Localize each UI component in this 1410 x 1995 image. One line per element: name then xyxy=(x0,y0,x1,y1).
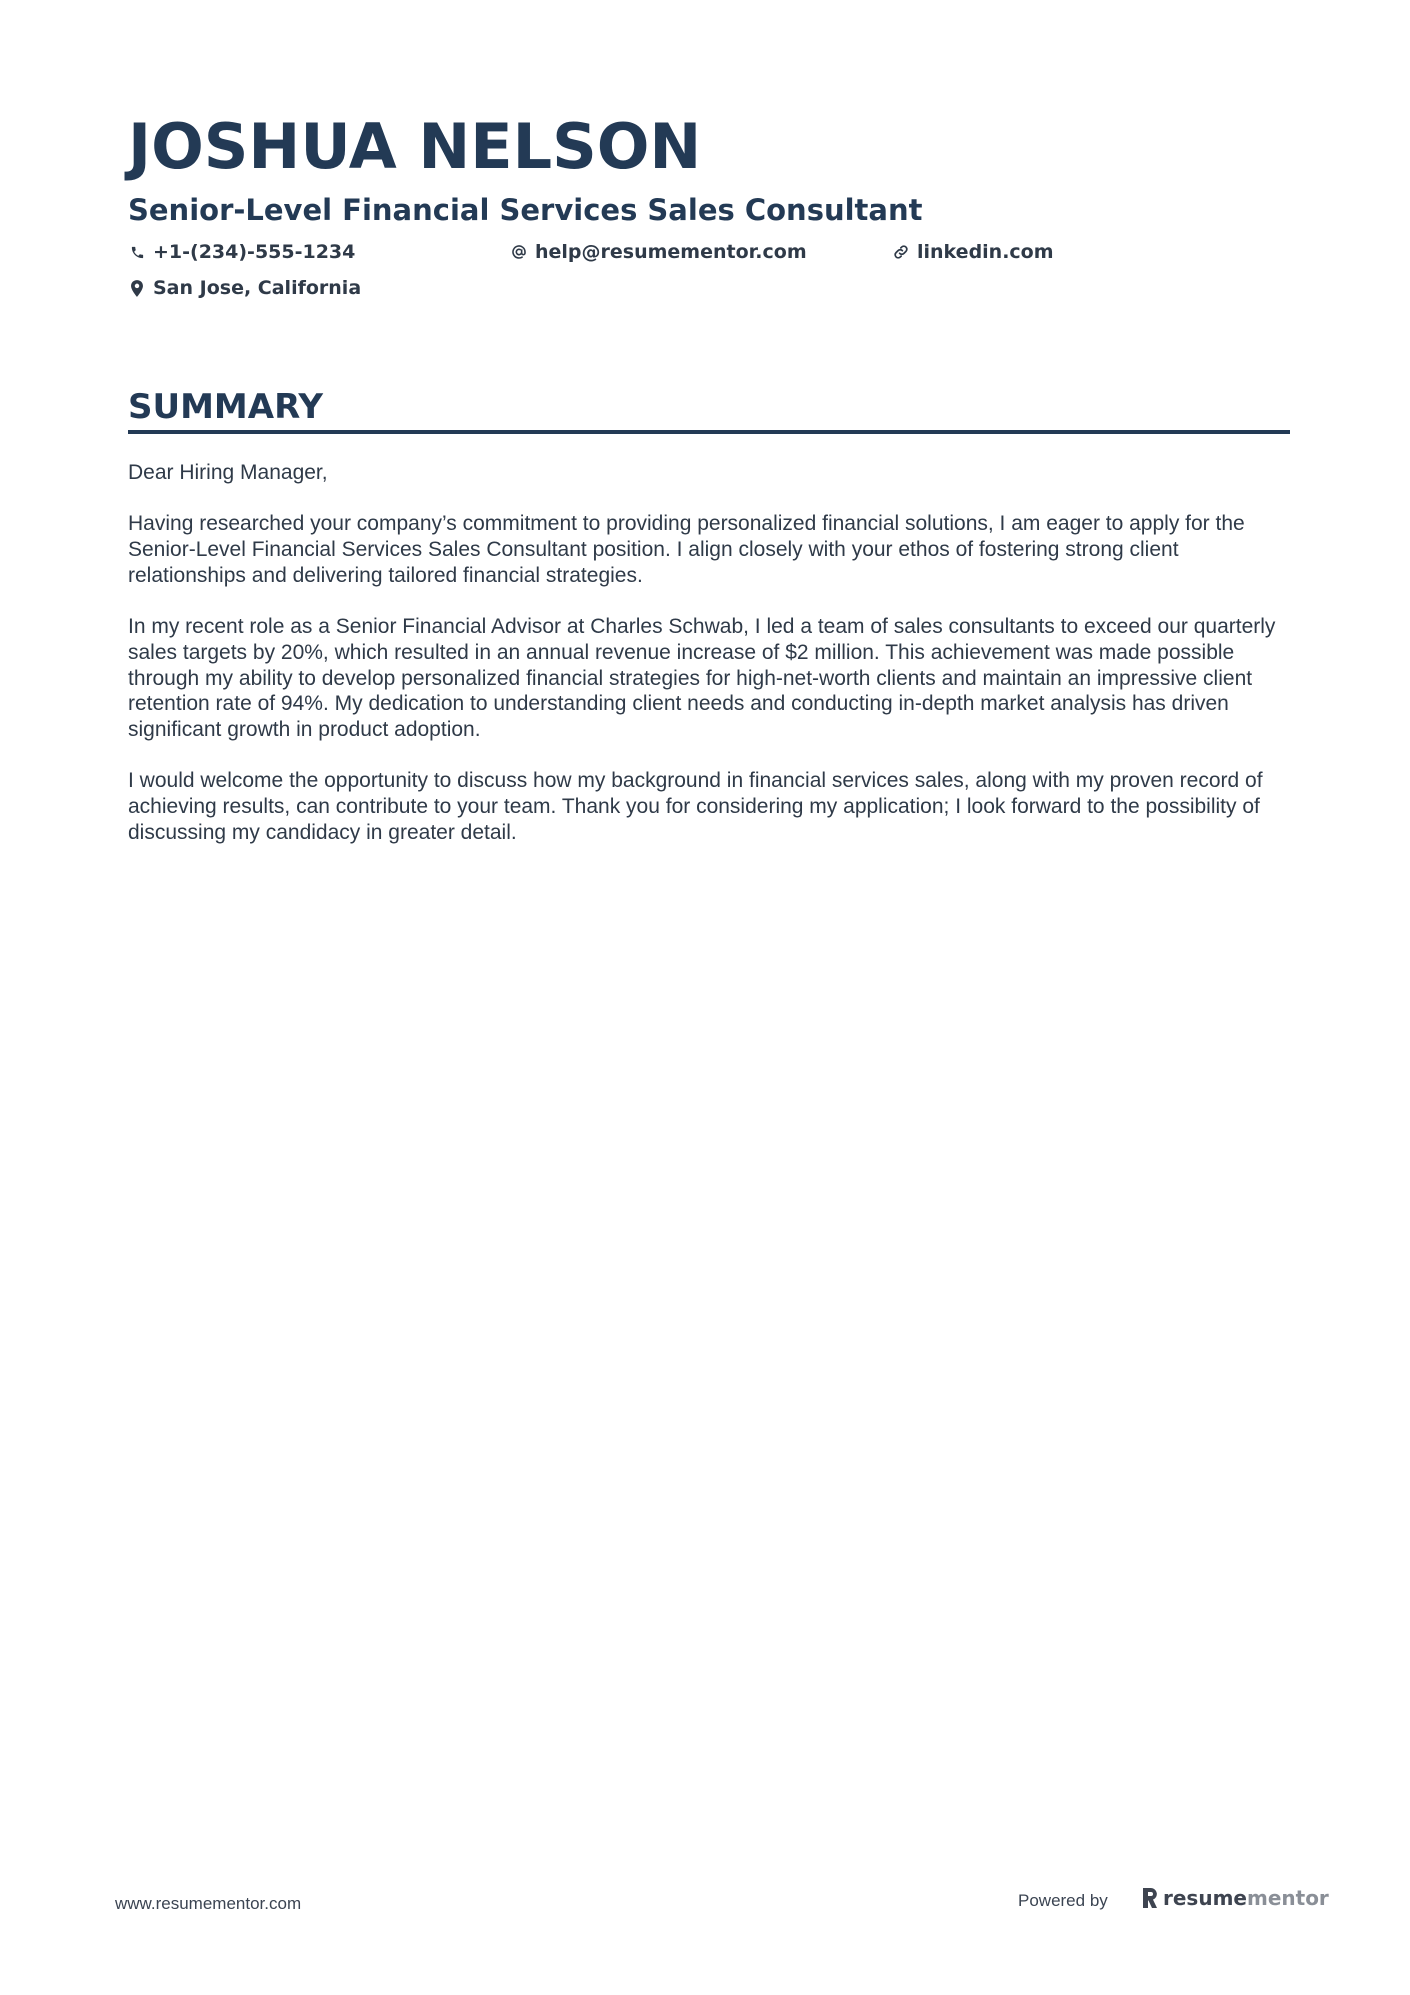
contact-location xyxy=(128,277,361,299)
link-icon xyxy=(892,243,910,261)
email-text[interactable]: help@resumementor.com xyxy=(535,241,807,263)
summary-heading: SUMMARY xyxy=(128,387,324,427)
footer-url[interactable]: www.resumementor.com xyxy=(115,1894,302,1913)
phone-text: +1-(234)-555-1234 xyxy=(153,241,356,263)
brand-word-mentor: mentor xyxy=(1246,1886,1329,1910)
candidate-name: JOSHUA NELSON xyxy=(128,110,702,183)
contact-email xyxy=(510,241,807,263)
contact-phone xyxy=(128,241,355,263)
location-text: San Jose, California xyxy=(153,277,362,299)
paragraph-3: I would welcome the opportunity to discuss how my background in financial services sales, along with my proven record of achieving results, can contribute to your team. Thank you for considering my application; I look forward to the possibility of discussing my candidacy in greater detail. xyxy=(128,769,1263,844)
powered-by-label: Powered by xyxy=(1018,1891,1108,1910)
phone-icon xyxy=(128,243,146,261)
link-text[interactable]: linkedin.com xyxy=(917,241,1054,263)
map-pin-icon xyxy=(128,279,146,297)
salutation: Dear Hiring Manager, xyxy=(128,461,328,484)
brand-word-resume: resume xyxy=(1163,1886,1247,1910)
paragraph-1: Having researched your company’s commitment to providing personalized financial solutions, I am eager to apply for the Senior-Level Financial Services Sales Consultant position. I align closely with your ethos of fostering strong client relationships and delivering tailored financial strategies. xyxy=(128,512,1245,587)
letter-body xyxy=(128,460,1296,871)
paragraph-2: In my recent role as a Senior Financial Advisor at Charles Schwab, I led a team of sales consultants to exceed our quarterly sales targets by 20%, which resulted in an annual revenue increase of $2 million. This achievement was made possible through my ability to develop personalized financial strategies for high-net-worth clients and maintain an impressive client retention rate of 94%. My dedication to understanding client needs and conducting in-depth market analysis has driven significant growth in product adoption. xyxy=(128,615,1276,741)
at-icon xyxy=(510,243,528,261)
job-title: Senior-Level Financial Services Sales Consultant xyxy=(128,193,923,227)
summary-section-header xyxy=(128,384,1290,434)
brand-logo[interactable] xyxy=(1141,1886,1329,1910)
resumementor-logo-icon xyxy=(1141,1887,1159,1909)
contact-link xyxy=(892,241,1054,263)
